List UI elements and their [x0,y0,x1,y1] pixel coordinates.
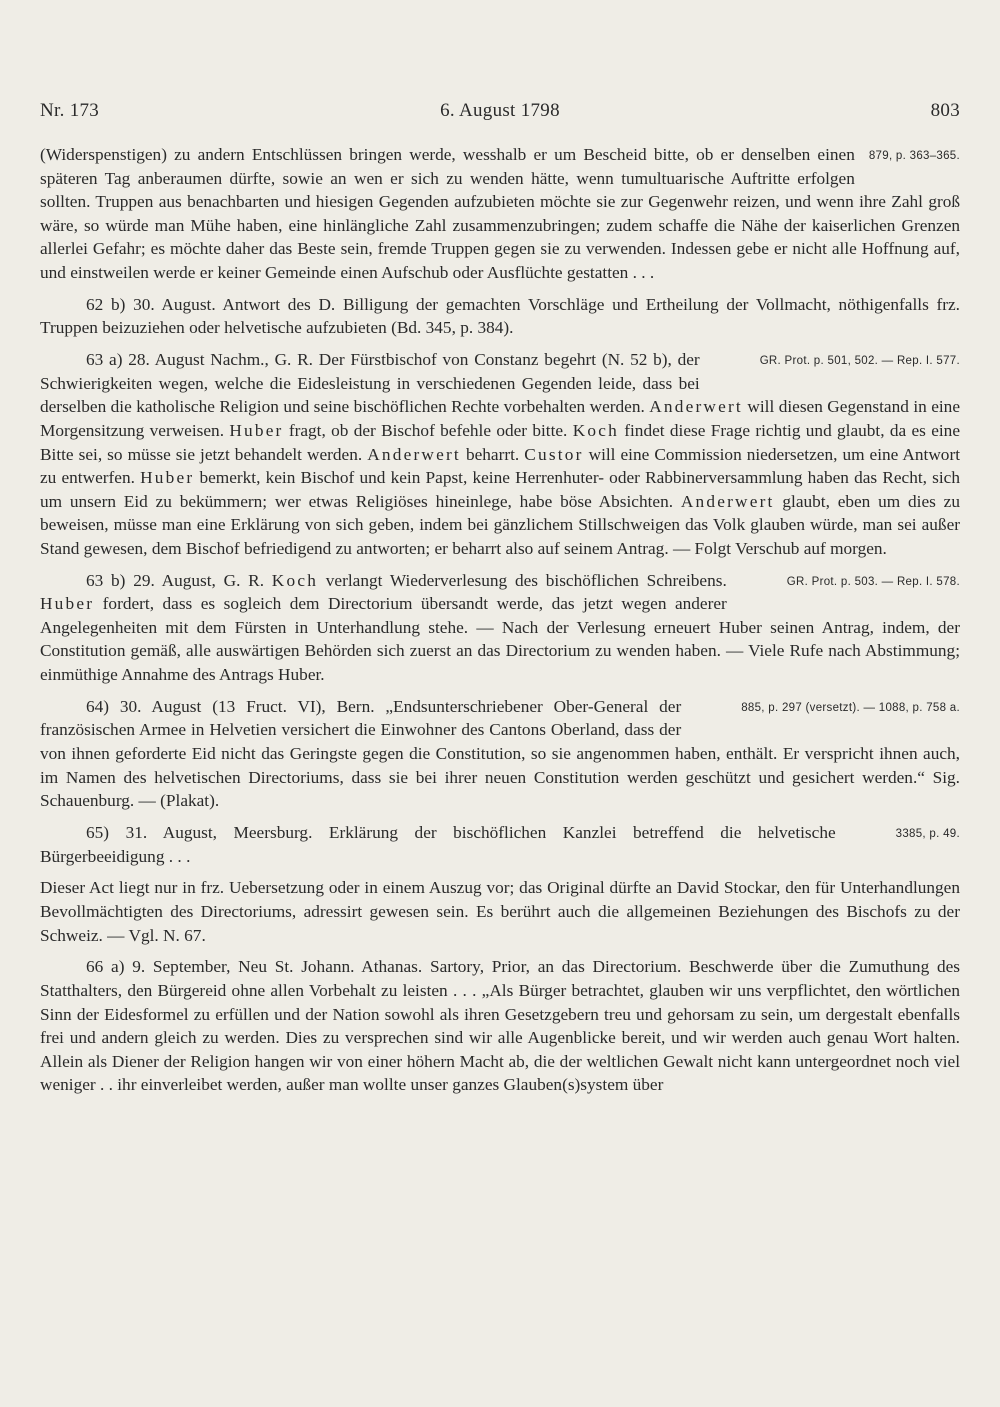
paragraph-text: 63 a) 28. August Nachm., G. R. Der Fürstbischof von Constanz begehrt (N. 52 b), der Schwierigkeiten wegen, welche die Eidesleistung in verschiedenen Gegenden leide, dass bei derselben die katholische Religion und seine bischöflichen Rechte vorbehalten werden. [40,350,700,417]
continuation-paragraph [40,143,960,285]
paragraph-text: glaubt, eben um dies zu beweisen, müsse man eine Erklärung von sich geben, indem bei gänzlichem Stillschweigen das Volk glauben würde, man sei außer Stand gewesen, dem Bischof befriedigend zu antworten; er beharrt also auf seinem Antrag. — Folgt Verschub auf morgen. [40,491,960,558]
paragraph-text: 63 b) 29. August, G. R. [86,570,272,590]
page-body [40,143,960,1097]
paragraph-text: bemerkt, kein Bischof und kein Papst, keine Herrenhuter- oder Rabbinerversammlung haben das Recht, sich um unsern Eid zu bekümmern; wer etwas Religiöses hineinlege, habe böse Absichten. [40,468,960,511]
entry-63b [40,569,960,687]
paragraph-text: 66 a) 9. September, Neu St. Johann. Athanas. Sartory, Prior, an das Directorium. Beschwerde über die Zumuthung des Statthalters, den Bürgereid ohne allen Vorbehalt zu leisten . . . „Als Bürger betrachtet, glauben wir uns verpflichtet, den wörtlichen Sinn der Eidesformel zu erfüllen und der Nation sowohl als ihren Gesetzgebern treu und gehorsam zu sein, um dergestalt ebenfalls frei und andern gleich zu werden. Dies zu versprechen sind wir alle Augenblicke bereit, und wir werden auch genau Wort halten. Allein als Diener der Religion hangen wir von einer höhern Macht ab, die der weltlichen Gewalt nicht kann untergeordnet noch viel weniger . . ihr einverleibet werden, außer man wollte unser ganzes Glauben(s)system über [40,957,960,1095]
paragraph-text: Dieser Act liegt nur in frz. Uebersetzung oder in einem Auszug vor; das Original dürfte an David Stockar, den für Unterhandlungen Bevollmächtigten des Directoriums, adressirt gewesen sein. Es berührt auch die allgemeinen Beziehungen des Bischofs zu der Schweiz. — Vgl. N. 67. [40,878,960,945]
paragraph-text: beharrt. [460,444,525,464]
speaker-name: Koch [572,420,619,440]
paragraph-text: will eine Commission niedersetzen, um eine Antwort zu entwerfen. [40,444,961,488]
speaker-name: Huber [40,594,95,614]
speaker-name: Huber [140,468,195,488]
editorial-note [40,876,960,947]
paragraph-text: findet diese Frage richtig und glaubt, da es eine Bitte sei, so müsse sie jetzt behandelt werden. [40,420,960,464]
paragraph-text: fordert, dass es sogleich dem Directorium übersandt werde, das jetzt wegen anderer Angelegenheiten mit dem Fürsten in Unterhandlung stehe. — Nach der Verlesung erneuert Huber seinen Antrag, indem, der Constitution gemäß, alle auswärtigen Behörden sich zuerst an das Directorium zu wenden haben. — Viele Rufe nach Abstimmung; einmüthige Annahme des Antrags Huber. [40,594,960,685]
source-reference: 879, p. 363–365. [868,150,960,162]
paragraph-text: fragt, ob der Bischof befehle oder bitte. [283,420,573,440]
speaker-name: Anderwert [680,491,775,511]
speaker-name: Koch [271,570,319,590]
entry-64 [40,695,960,813]
header-date: 6. August 1798 [440,100,560,121]
paragraph-text: will diesen Gegenstand in eine Morgensitzung verweisen. [40,397,960,440]
source-reference: GR. Prot. p. 501, 502. — Rep. I. 577. [759,355,960,368]
entry-65 [40,821,960,868]
paragraph-text: 64) 30. August (13 Fruct. VI), Bern. „Endsunterschriebener Ober-General der französischen Armee in Helvetien versichert die Einwohner des Cantons Oberland, dass der von ihnen geforderte Eid nicht das Geringste gegen die Constitution, so sie angenommen haben, enthält. Er verspricht ihnen auch, im Namen des helvetischen Directoriums, dass sie bei ihrer neuen Constitution werden geschützt und gesichert werden.“ Sig. Schauenburg. — (Plakat). [40,696,960,811]
document-number: Nr. 173 [40,100,100,121]
paragraph-text: (Widerspenstigen) zu andern Entschlüssen bringen werde, wesshalb er um Bescheid bitte, ob er denselben einen späteren Tag anberaumen dürfte, sowie an wen er sich zu wenden hätte, wenn tumultuarische Auftritte erfolgen sollten. Truppen aus benachbarten und hiesigen Gegenden aufzubieten möchte sie zur Gegenwehr reizen, und wenn ihre Zahl groß wäre, so würde man Mühe haben, eine hinlängliche Zahl zusammenzubringen; zudem schaffe die Nähe der kaiserlichen Grenzen allerlei Gefahr; es möchte daher das Beste sein, fremde Truppen gegen sie zu verwenden. Indessen gebe er nicht alle Hoffnung auf, und einstweilen werde er keiner Gemeinde einen Aufschub oder Ausflüchte gestatten . . . [40,145,960,282]
source-reference: 885, p. 297 (versetzt). — 1088, p. 758 a. [741,701,960,714]
speaker-name: Custor [524,444,584,464]
paragraph-text: 65) 31. August, Meersburg. Erklärung der bischöflichen Kanzlei betreffend die helvetische Bürgerbeeidigung . . . [40,822,836,866]
source-reference: 3385, p. 49. [895,827,960,840]
running-header [40,100,960,128]
entry-66a [40,955,960,1097]
paragraph-text: 62 b) 30. August. Antwort des D. Billigung der gemachten Vorschläge und Ertheilung der Vollmacht, nöthigenfalls frz. Truppen beizuziehen oder helvetische aufzubieten (Bd. 345, p. 384). [40,294,960,338]
paragraph-text: verlangt Wiederverlesung des bischöflichen Schreibens. [318,570,727,590]
entry-62b [40,293,960,340]
speaker-name: Anderwert [367,444,461,464]
source-reference: GR. Prot. p. 503. — Rep. I. 578. [786,575,960,588]
speaker-name: Huber [229,420,284,440]
entry-63a [40,348,960,560]
page-number: 803 [930,100,960,121]
speaker-name: Anderwert [649,397,743,417]
